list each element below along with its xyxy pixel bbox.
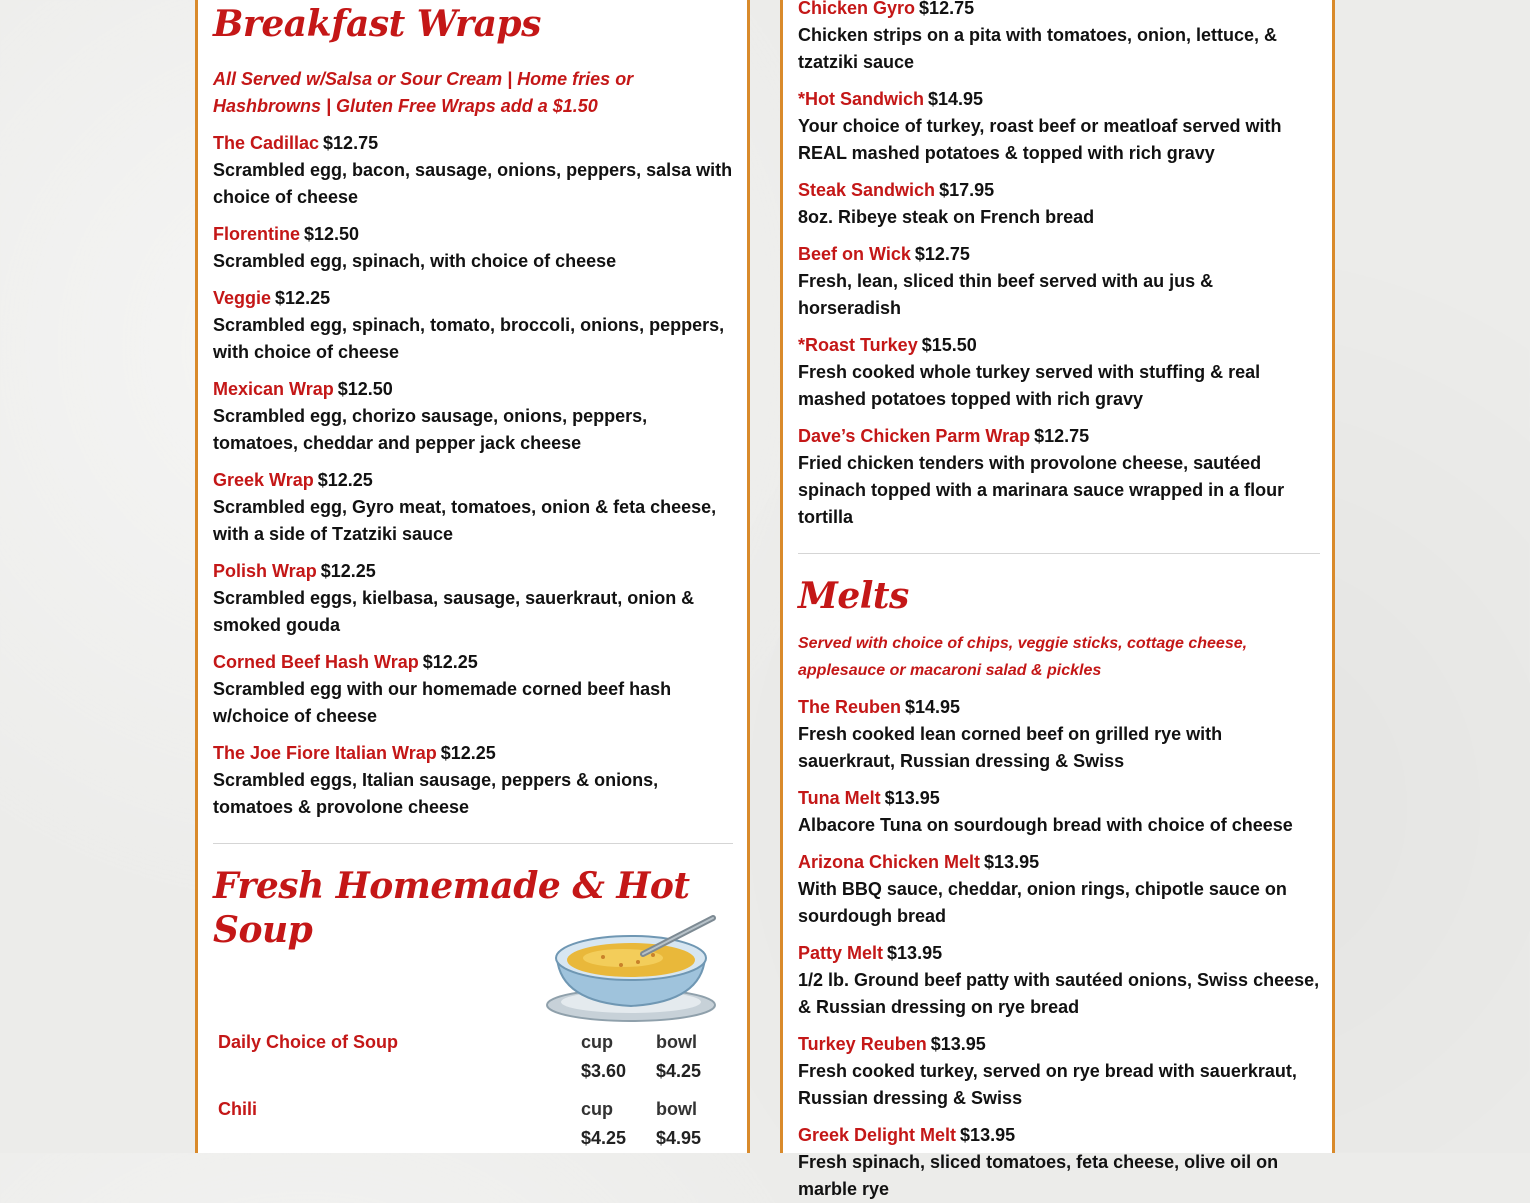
sandwiches-section (798, 0, 1320, 1203)
menu-item-header (798, 849, 1320, 876)
menu-item-price: $12.25 (275, 288, 331, 308)
menu-item (798, 0, 1320, 76)
menu-item-price: $12.75 (1034, 426, 1090, 446)
breakfast-wraps-list (213, 130, 733, 821)
bowl-column (656, 1028, 701, 1086)
soup-name: Chili (218, 1099, 257, 1119)
menu-item-price: $12.25 (440, 743, 496, 763)
left-menu-panel (195, 0, 750, 1153)
menu-item-header (798, 0, 1320, 22)
menu-item-price: $12.50 (304, 224, 360, 244)
section-divider (798, 553, 1320, 554)
menu-item-header (798, 423, 1320, 450)
menu-item-description: Fresh cooked lean corned beef on grilled rye with sauerkraut, Russian dressing & Swiss (798, 724, 1223, 771)
menu-item-description: 8oz. Ribeye steak on French bread (798, 207, 1095, 227)
menu-item-description: 1/2 lb. Ground beef patty with sautéed onions, Swiss cheese, & Russian dressing on rye bread (798, 970, 1320, 1017)
melts-note: Served with choice of chips, veggie sticks, cottage cheese, applesauce or macaroni salad & pickles (798, 635, 1248, 679)
menu-item-header (213, 285, 733, 312)
menu-item-name: Tuna Melt (798, 788, 881, 808)
menu-item (798, 785, 1320, 839)
menu-item-name: Veggie (213, 288, 272, 308)
menu-item-name: Patty Melt (798, 943, 884, 963)
menu-item-price: $12.25 (320, 561, 376, 581)
menu-item-name: The Joe Fiore Italian Wrap (213, 743, 437, 763)
menu-item-price: $14.95 (905, 697, 961, 717)
menu-item-description: Scrambled egg with our homemade corned beef hash w/choice of cheese (213, 679, 672, 726)
menu-item-description: Scrambled egg, bacon, sausage, onions, peppers, salsa with choice of cheese (213, 160, 733, 207)
menu-item-price: $14.95 (928, 89, 984, 109)
menu-item (798, 86, 1320, 167)
menu-item-price: $13.95 (930, 1034, 986, 1054)
menu-item-header (798, 177, 1320, 204)
cup-label: cup (581, 1099, 614, 1119)
cup-price: $4.25 (581, 1128, 627, 1148)
menu-item-price: $13.95 (884, 788, 940, 808)
menu-item-description: Scrambled eggs, Italian sausage, peppers & onions, tomatoes & provolone cheese (213, 770, 659, 817)
menu-item-name: Dave’s Chicken Parm Wrap (798, 426, 1031, 446)
soup-title: Fresh Homemade & Hot Soup (213, 865, 690, 951)
menu-item (213, 558, 733, 639)
menu-item (798, 177, 1320, 231)
menu-item-name: Florentine (213, 224, 301, 244)
menu-item-header (213, 130, 733, 157)
bowl-label: bowl (656, 1099, 697, 1119)
menu-item-header (798, 86, 1320, 113)
menu-item-price: $12.75 (323, 133, 379, 153)
menu-item-header (213, 558, 733, 585)
menu-item-name: Steak Sandwich (798, 180, 936, 200)
menu-item (798, 1122, 1320, 1203)
menu-item (798, 423, 1320, 531)
bowl-price: $4.95 (656, 1128, 702, 1148)
soup-bowl-icon (543, 910, 723, 1025)
menu-item (213, 221, 733, 275)
bowl-label: bowl (656, 1032, 697, 1052)
soup-row-daily (218, 1028, 718, 1095)
menu-item-description: Fresh cooked whole turkey served with stuffing & real mashed potatoes topped with rich gravy (798, 362, 1261, 409)
menu-item-description: Chicken strips on a pita with tomatoes, onion, lettuce, & tzatziki sauce (798, 25, 1278, 72)
menu-item (798, 241, 1320, 322)
menu-item-name: Beef on Wick (798, 244, 911, 264)
menu-item (213, 285, 733, 366)
menu-item-name: Greek Wrap (213, 470, 314, 490)
menu-item-description: Scrambled egg, chorizo sausage, onions, peppers, tomatoes, cheddar and pepper jack cheese (213, 406, 648, 453)
bowl-column (656, 1095, 701, 1153)
menu-item-price: $12.25 (422, 652, 478, 672)
menu-item-name: *Hot Sandwich (798, 89, 925, 109)
menu-item-name: Polish Wrap (213, 561, 317, 581)
menu-item-price: $12.50 (337, 379, 393, 399)
menu-item-price: $13.95 (887, 943, 943, 963)
menu-item-name: Greek Delight Melt (798, 1125, 957, 1145)
menu-item-name: Mexican Wrap (213, 379, 334, 399)
menu-item-header (213, 649, 733, 676)
breakfast-wraps-note: All Served w/Salsa or Sour Cream | Home fries or Hashbrowns | Gluten Free Wraps add a $1.50 (213, 69, 634, 116)
right-menu-panel (780, 0, 1335, 1199)
cup-price: $3.60 (581, 1061, 627, 1081)
menu-item-header (798, 694, 1320, 721)
cup-column (581, 1028, 626, 1086)
menu-item (213, 376, 733, 457)
menu-item-header (798, 940, 1320, 967)
cup-column (581, 1095, 626, 1153)
melts-list (798, 694, 1320, 1203)
menu-item (213, 740, 733, 821)
menu-item-price: $15.50 (921, 335, 977, 355)
menu-item-header (798, 1031, 1320, 1058)
menu-item-description: Scrambled egg, spinach, tomato, broccoli, onions, peppers, with choice of cheese (213, 315, 725, 362)
menu-item (798, 849, 1320, 930)
menu-item (213, 649, 733, 730)
menu-item-header (213, 740, 733, 767)
menu-item-header (798, 1122, 1320, 1149)
menu-item (798, 940, 1320, 1021)
menu-item-name: The Cadillac (213, 133, 320, 153)
breakfast-wraps-title: Breakfast Wraps (213, 3, 541, 45)
breakfast-wraps-section (213, 2, 733, 952)
soup-price-table (218, 1028, 718, 1162)
menu-item-header (213, 376, 733, 403)
menu-item-header (798, 241, 1320, 268)
menu-item-name: Corned Beef Hash Wrap (213, 652, 419, 672)
menu-item (213, 130, 733, 211)
melts-title: Melts (798, 575, 909, 617)
menu-item-name: Arizona Chicken Melt (798, 852, 981, 872)
menu-item-name: Turkey Reuben (798, 1034, 927, 1054)
cup-label: cup (581, 1032, 614, 1052)
menu-item-description: With BBQ sauce, cheddar, onion rings, chipotle sauce on sourdough bread (798, 879, 1287, 926)
menu-item (213, 467, 733, 548)
menu-item-name: *Roast Turkey (798, 335, 918, 355)
menu-item (798, 694, 1320, 775)
menu-item-header (798, 332, 1320, 359)
menu-item-price: $12.25 (317, 470, 373, 490)
menu-item-price: $17.95 (939, 180, 995, 200)
menu-item-name: The Reuben (798, 697, 902, 717)
section-divider (213, 843, 733, 844)
menu-item-price: $12.75 (914, 244, 970, 264)
menu-item-description: Fresh spinach, sliced tomatoes, feta cheese, olive oil on marble rye (798, 1152, 1279, 1199)
menu-item (798, 332, 1320, 413)
soup-row-chili (218, 1095, 718, 1162)
bowl-price: $4.25 (656, 1061, 702, 1081)
sandwiches-list (798, 0, 1320, 531)
menu-item-price: $12.75 (919, 0, 975, 18)
menu-item (798, 1031, 1320, 1112)
menu-item-header (798, 785, 1320, 812)
menu-item-description: Fresh, lean, sliced thin beef served with au jus & horseradish (798, 271, 1214, 318)
menu-item-description: Fried chicken tenders with provolone cheese, sautéed spinach topped with a marinara sauce wrapped in a flour tortilla (798, 453, 1285, 527)
menu-item-description: Scrambled eggs, kielbasa, sausage, sauerkraut, onion & smoked gouda (213, 588, 695, 635)
menu-item-description: Albacore Tuna on sourdough bread with choice of cheese (798, 815, 1293, 835)
menu-item-description: Scrambled egg, Gyro meat, tomatoes, onion & feta cheese, with a side of Tzatziki sauce (213, 497, 717, 544)
menu-item-price: $13.95 (984, 852, 1040, 872)
menu-item-price: $13.95 (960, 1125, 1016, 1145)
menu-item-name: Chicken Gyro (798, 0, 916, 18)
menu-item-description: Fresh cooked turkey, served on rye bread with sauerkraut, Russian dressing & Swiss (798, 1061, 1297, 1108)
menu-item-header (213, 221, 733, 248)
menu-item-description: Scrambled egg, spinach, with choice of cheese (213, 251, 617, 271)
menu-item-header (213, 467, 733, 494)
soup-name: Daily Choice of Soup (218, 1032, 399, 1052)
menu-item-description: Your choice of turkey, roast beef or meatloaf served with REAL mashed potatoes & topped with rich gravy (798, 116, 1282, 163)
